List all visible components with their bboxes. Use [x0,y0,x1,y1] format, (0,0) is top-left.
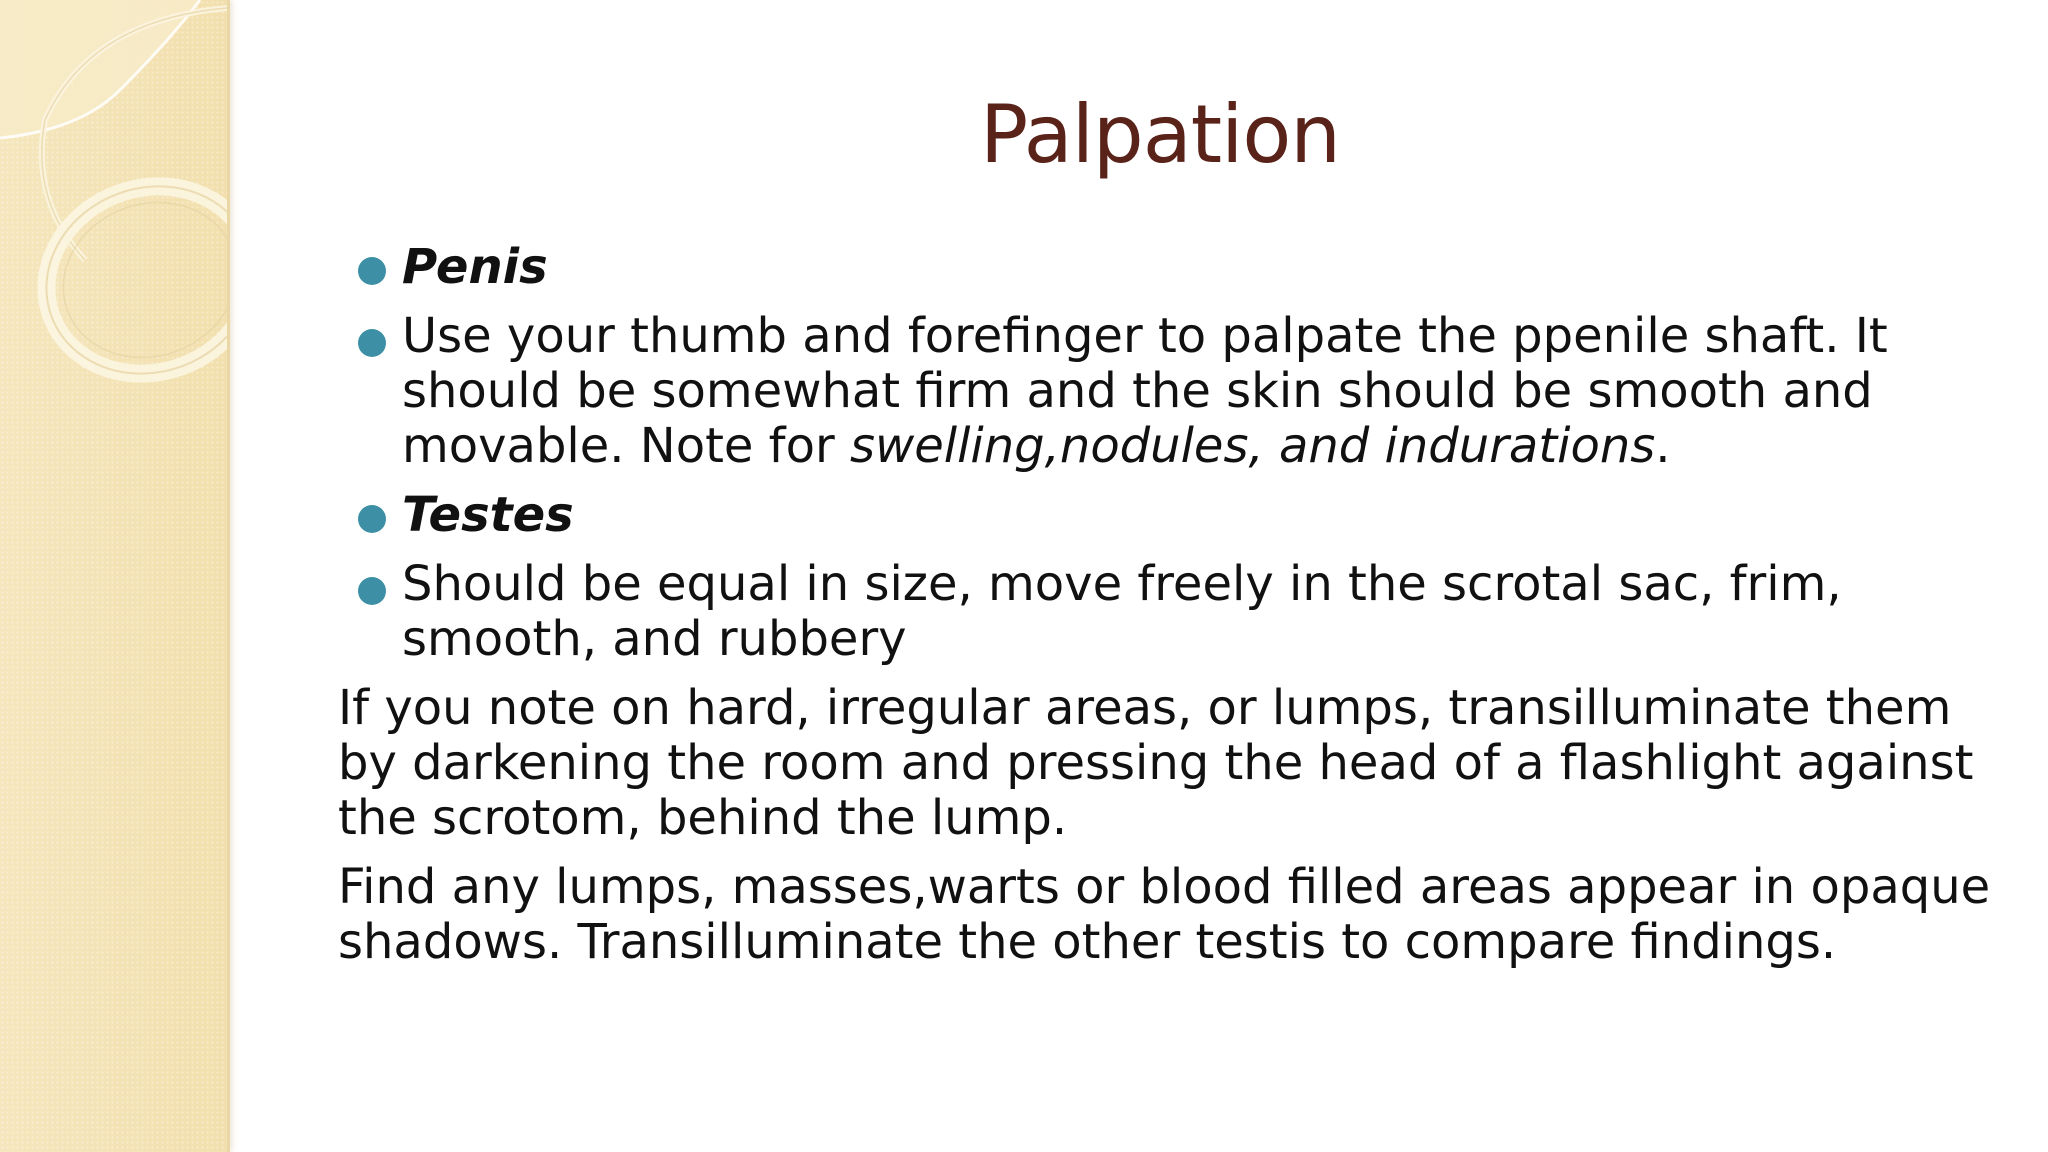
paragraph-findings: Find any lumps, masses,warts or blood filled areas appear in opaque shadows. Transilluminate the other testis to compare findings. [338,859,1991,970]
bullet-dot-icon [358,329,386,357]
bullet-italic-text: swelling,nodules, and indurations [849,418,1656,474]
bullet-penis [340,240,2018,295]
bullet-dot-icon [358,257,386,285]
paragraph-transillumination: If you note on hard, irregular areas, or lumps, transilluminate them by darkening the room and pressing the head of a flashlight against the scrotom, behind the lump. [338,680,1974,846]
decorative-sidebar [0,0,230,1152]
bullet-testes [340,488,2018,543]
bullet-penis-description [340,309,2018,474]
bullet-dot-icon [358,577,386,605]
slide-title: Palpation [980,88,1340,181]
decorative-swirl-icon [0,0,227,1152]
slide-content [338,240,2018,970]
bullet-dot-icon [358,505,386,533]
bullet-text: Should be equal in size, move freely in the scrotal sac, frim, smooth, and rubbery [402,556,1842,667]
bullet-heading-testes: Testes [402,487,574,543]
bullet-testes-description [340,557,2018,667]
bullet-text-end: . [1655,418,1671,474]
bullet-heading-penis: Penis [402,239,548,295]
bullet-text: Use your thumb and forefinger to palpate the ppenile shaft. It should be somewhat firm and the skin should be smooth and movable. Note for [402,308,1888,474]
